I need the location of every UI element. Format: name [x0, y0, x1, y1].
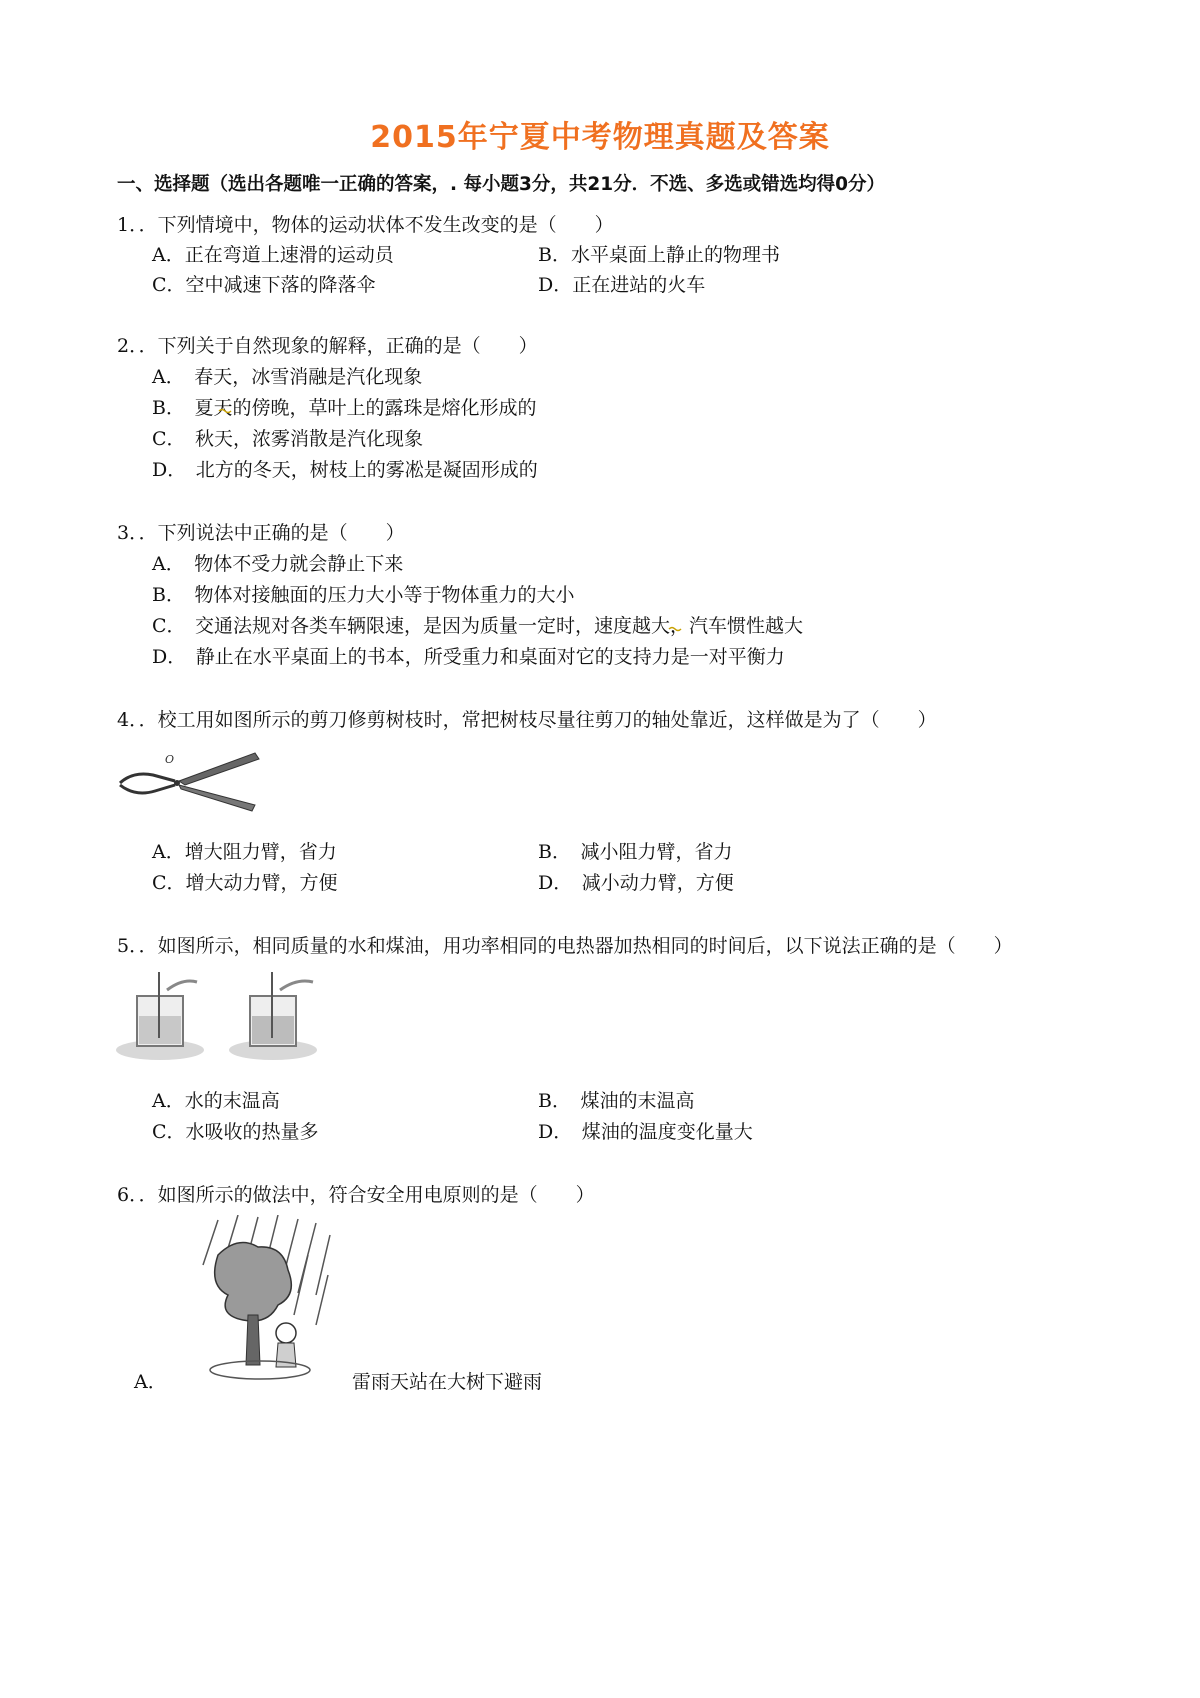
- scissors-figure: [115, 745, 265, 815]
- question-4-option-a: A．增大阻力臂，省力: [152, 841, 337, 863]
- question-2-option-a: A． 春天，冰雪消融是汽化现象: [152, 366, 423, 388]
- question-5-option-b: B． 煤油的末温高: [538, 1090, 695, 1112]
- question-1-stem: 1．．下列情境中，物体的运动状体不发生改变的是（ ）: [117, 214, 614, 236]
- question-2-option-c: C． 秋天，浓雾消散是汽化现象: [152, 428, 424, 450]
- question-1-option-b: B．水平桌面上静止的物理书: [538, 244, 780, 266]
- question-5-option-d: D． 煤油的温度变化量大: [538, 1121, 753, 1143]
- question-3-option-c: C． 交通法规对各类车辆限速，是因为质量一定时，速度越大，汽车惯性越大: [152, 615, 804, 637]
- question-3-option-d: D． 静止在水平桌面上的书本，所受重力和桌面对它的支持力是一对平衡力: [152, 646, 785, 668]
- question-2-option-d: D． 北方的冬天，树枝上的雾凇是凝固形成的: [152, 459, 538, 481]
- question-6-option-a-text: 雷雨天站在大树下避雨: [352, 1371, 543, 1393]
- question-2-option-b: B． 夏天的傍晚，草叶上的露珠是熔化形成的: [152, 397, 537, 419]
- squiggle-mark: [668, 626, 682, 632]
- squiggle-mark: [218, 408, 232, 414]
- question-6-stem: 6．．如图所示的做法中，符合安全用电原则的是（ ）: [117, 1184, 595, 1206]
- question-5-option-c: C．水吸收的热量多: [152, 1121, 319, 1143]
- question-3-option-a: A． 物体不受力就会静止下来: [152, 553, 404, 575]
- beakers-heating-figure: [115, 968, 325, 1063]
- question-1-option-d: D．正在进站的火车: [538, 274, 706, 296]
- question-6-option-a-letter: A．: [134, 1371, 167, 1393]
- question-1-option-a: A．正在弯道上速滑的运动员: [152, 244, 394, 266]
- page-title: 2015年宁夏中考物理真题及答案: [370, 120, 830, 155]
- question-5-stem: 5．．如图所示，相同质量的水和煤油，用功率相同的电热器加热相同的时间后，以下说法正确的是（ ）: [117, 935, 1013, 957]
- tree-in-rain-figure: [198, 1215, 338, 1385]
- question-4-stem: 4．．校工用如图所示的剪刀修剪树枝时，常把树枝尽量往剪刀的轴处靠近，这样做是为了（ ）: [117, 709, 937, 731]
- question-2-stem: 2．．下列关于自然现象的解释，正确的是（ ）: [117, 335, 538, 357]
- pivot-label: O: [165, 753, 175, 766]
- question-3-stem: 3．．下列说法中正确的是（ ）: [117, 522, 405, 544]
- question-4-option-c: C．增大动力臂，方便: [152, 872, 338, 894]
- section-heading: 一、选择题（选出各题唯一正确的答案，. 每小题3分，共21分．不选、多选或错选均得0分）: [117, 174, 885, 195]
- question-3-option-b: B． 物体对接触面的压力大小等于物体重力的大小: [152, 584, 575, 606]
- question-1-option-c: C．空中减速下落的降落伞: [152, 274, 376, 296]
- question-4-option-d: D． 减小动力臂，方便: [538, 872, 734, 894]
- question-5-option-a: A．水的末温高: [152, 1090, 280, 1112]
- question-4-option-b: B． 减小阻力臂，省力: [538, 841, 733, 863]
